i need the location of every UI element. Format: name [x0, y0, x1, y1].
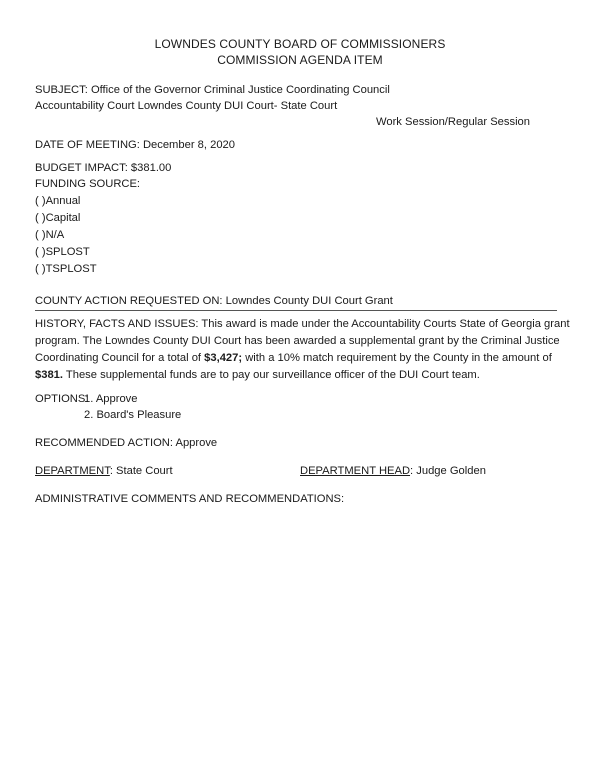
funding-option-annual — [35, 193, 80, 209]
history-line-3 — [35, 350, 560, 367]
funding-option-splost — [35, 244, 90, 260]
history-text: Coordinating Council for a total of — [35, 352, 205, 364]
subject-line-1: SUBJECT: Office of the Governor Criminal Justice Coordinating Council — [35, 84, 390, 96]
funding-option-mark: ( ) — [35, 229, 46, 241]
funding-option-capital — [35, 210, 80, 226]
county-action-requested: COUNTY ACTION REQUESTED ON: Lowndes County DUI Court Grant — [35, 295, 393, 307]
funding-option-na — [35, 227, 64, 243]
history-text: with a 10% match requirement by the County in the amount of — [242, 352, 552, 364]
match-amount: $381. — [35, 369, 63, 381]
department-head — [300, 463, 486, 479]
session-type: Work Session/Regular Session — [376, 116, 531, 128]
department-label: DEPARTMENT — [35, 465, 110, 477]
document-subtitle: COMMISSION AGENDA ITEM — [217, 53, 383, 67]
department-head-label: DEPARTMENT HEAD — [300, 465, 411, 477]
budget-impact: BUDGET IMPACT: $381.00 — [35, 162, 172, 174]
department-head-value: : Judge Golden — [410, 465, 486, 477]
funding-option-mark: ( ) — [35, 195, 46, 207]
options-label: OPTIONS: — [35, 393, 89, 405]
administrative-comments-label: ADMINISTRATIVE COMMENTS AND RECOMMENDATIONS: — [35, 493, 345, 505]
funding-option-label: TSPLOST — [45, 263, 97, 275]
funding-option-mark: ( ) — [35, 246, 46, 258]
subject-line-2: Accountability Court Lowndes County DUI Court- State Court — [35, 100, 338, 112]
date-of-meeting: DATE OF MEETING: December 8, 2020 — [35, 139, 235, 151]
recommended-action: RECOMMENDED ACTION: Approve — [35, 437, 218, 449]
document-title: LOWNDES COUNTY BOARD OF COMMISSIONERS — [154, 37, 446, 51]
funding-option-tsplost — [35, 261, 97, 277]
department-value: : State Court — [109, 465, 173, 477]
funding-option-label: Annual — [45, 195, 81, 207]
section-divider — [35, 310, 557, 311]
history-line-2: program. The Lowndes County DUI Court has been awarded a supplemental grant by the Criminal Justice — [35, 335, 560, 347]
history-line-4 — [35, 367, 560, 384]
history-facts-issues — [35, 316, 570, 384]
history-text: These supplemental funds are to pay our surveillance officer of the DUI Court team. — [63, 369, 480, 381]
grant-total-amount: $3,427; — [204, 352, 243, 364]
funding-option-mark: ( ) — [35, 263, 46, 275]
history-line-1: HISTORY, FACTS AND ISSUES: This award is made under the Accountability Courts State of Georgia grant — [35, 318, 570, 330]
department — [35, 463, 173, 479]
option-item-2: 2. Board's Pleasure — [84, 409, 182, 421]
funding-option-label: Capital — [45, 212, 81, 224]
funding-source-label: FUNDING SOURCE: — [35, 178, 141, 190]
funding-option-label: N/A — [45, 229, 65, 241]
funding-option-label: SPLOST — [45, 246, 90, 258]
funding-option-mark: ( ) — [35, 212, 46, 224]
option-item-1: 1. Approve — [84, 393, 138, 405]
